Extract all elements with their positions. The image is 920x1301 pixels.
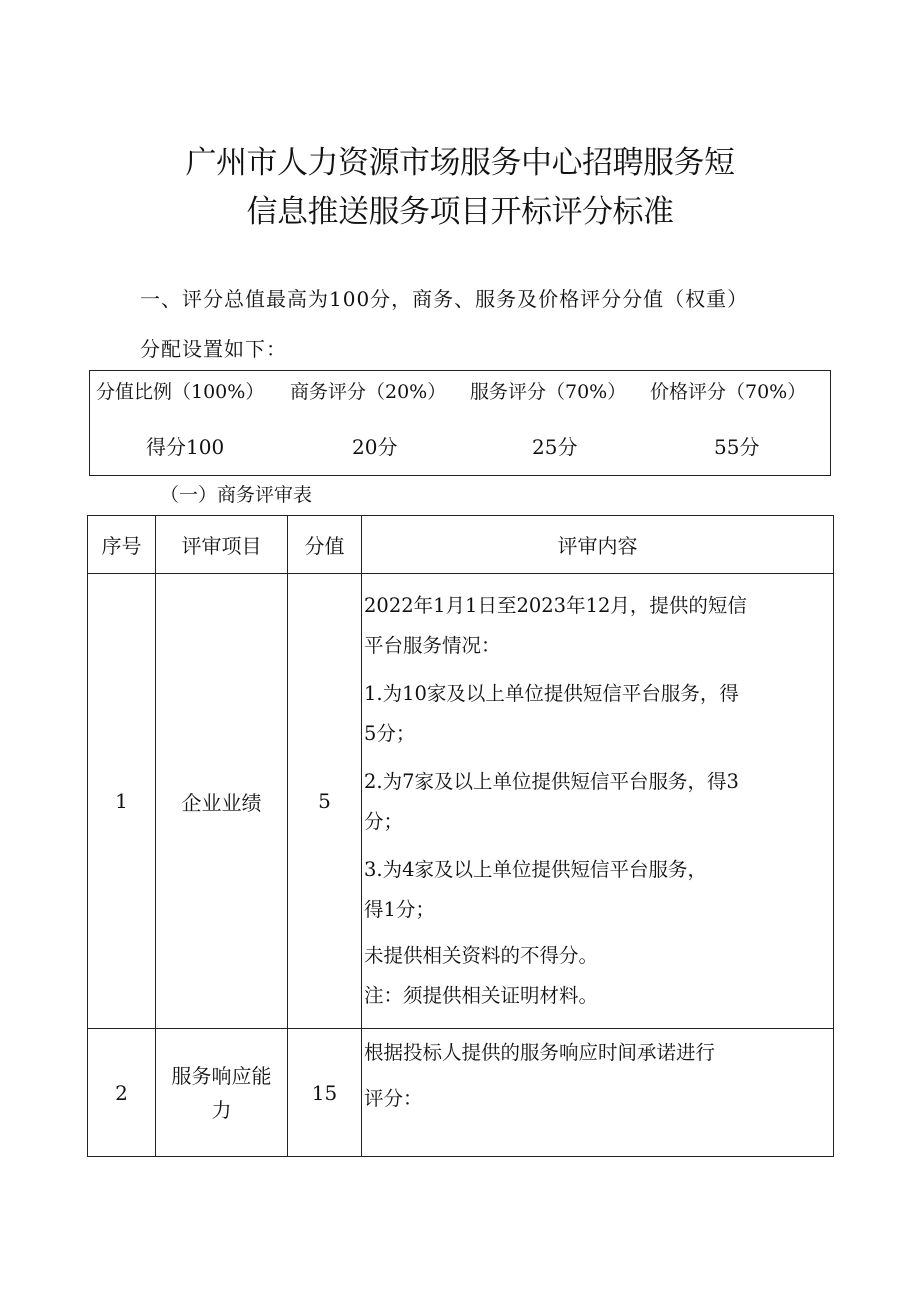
- document-title-line-1: 广州市人力资源市场服务中心招聘服务短: [185, 145, 735, 181]
- row-content: [362, 574, 834, 1029]
- row-content: [362, 1029, 834, 1157]
- content-line: 注：须提供相关证明材料。: [364, 984, 599, 1007]
- header-item: 评审项目: [156, 516, 288, 574]
- score-ratio-box: [89, 370, 831, 476]
- ratio-header-total: 分值比例（100%）: [96, 381, 265, 403]
- ratio-value-total: 得分100: [146, 435, 225, 459]
- header-no: 序号: [88, 516, 156, 574]
- row-item: 企业业绩: [156, 574, 288, 1029]
- row-score: 5: [288, 574, 362, 1029]
- content-line: 未提供相关资料的不得分。: [364, 944, 599, 967]
- row-score: 15: [288, 1029, 362, 1157]
- row-item-line-2: 力: [211, 1097, 232, 1122]
- content-line: 分；: [364, 810, 404, 833]
- ratio-value-service: 25分: [532, 435, 578, 459]
- ratio-header-service: 服务评分（70%）: [470, 381, 627, 403]
- content-line: 评分：: [364, 1087, 423, 1110]
- table-row: [88, 574, 834, 1029]
- intro-paragraph-line-2: 分配设置如下：: [140, 337, 287, 361]
- ratio-header-price: 价格评分（70%）: [650, 381, 807, 403]
- content-line: 5分；: [364, 722, 416, 745]
- row-no: 2: [88, 1029, 156, 1157]
- intro-paragraph-line-1: 一、评分总值最高为100分，商务、服务及价格评分分值（权重）: [140, 287, 749, 311]
- section-title: （一）商务评审表: [160, 484, 313, 506]
- content-line: 得1分；: [364, 898, 435, 921]
- content-line: 1.为10家及以上单位提供短信平台服务，得: [364, 682, 739, 705]
- table-header-row: [88, 516, 834, 574]
- content-line: 2.为7家及以上单位提供短信平台服务，得3: [364, 770, 739, 793]
- table-row: [88, 1029, 834, 1157]
- content-line: 根据投标人提供的服务响应时间承诺进行: [364, 1041, 716, 1064]
- document-title-line-2: 信息推送服务项目开标评分标准: [246, 194, 674, 230]
- row-no: 1: [88, 574, 156, 1029]
- content-line: 2022年1月1日至2023年12月，提供的短信: [364, 594, 747, 617]
- ratio-value-business: 20分: [352, 435, 398, 459]
- ratio-value-price: 55分: [714, 435, 760, 459]
- header-score: 分值: [288, 516, 362, 574]
- header-content: 评审内容: [362, 516, 834, 574]
- content-line: 平台服务情况：: [364, 634, 501, 657]
- row-item: [156, 1029, 288, 1157]
- ratio-header-business: 商务评分（20%）: [290, 381, 447, 403]
- business-review-table: [87, 515, 834, 1157]
- content-line: 3.为4家及以上单位提供短信平台服务，: [364, 858, 708, 881]
- row-item-line-1: 服务响应能: [171, 1063, 272, 1088]
